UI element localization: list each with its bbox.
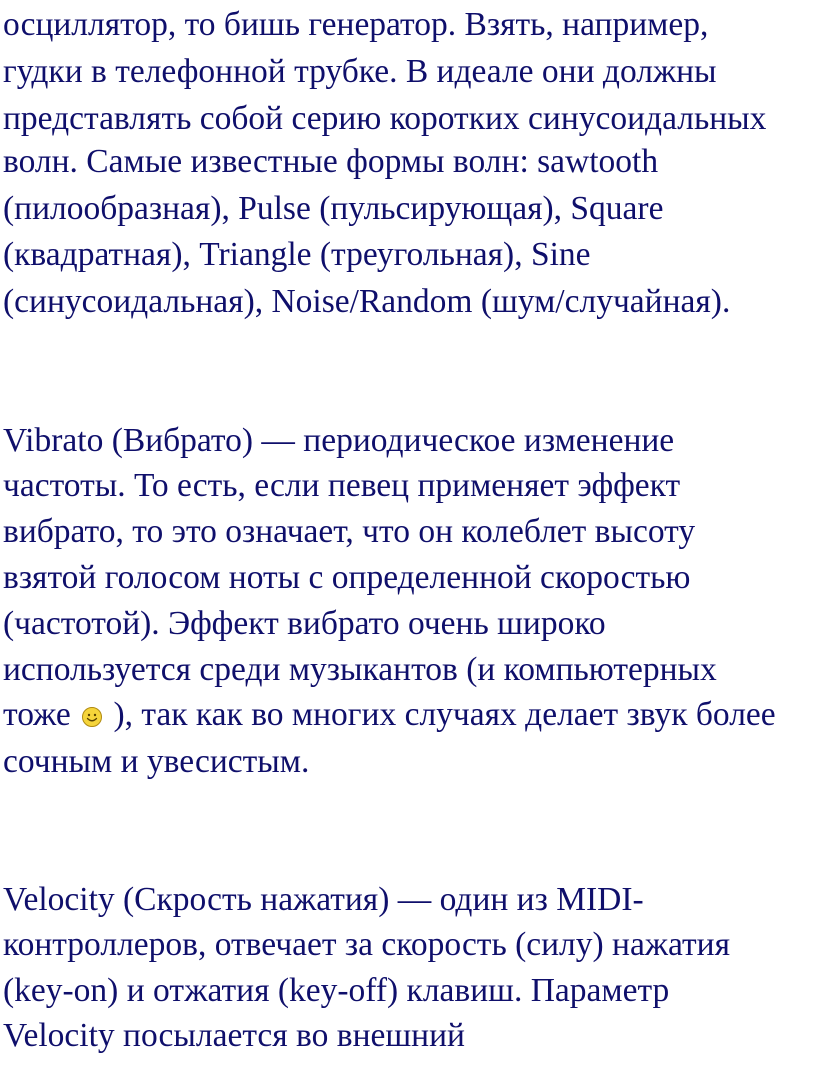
text-segment: тоже — [3, 696, 71, 733]
text-line: (пилообразная), Pulse (пульсирующая), Square — [3, 190, 664, 227]
text-line: Vibrato (Вибрато) — периодическое изменение — [3, 422, 675, 459]
text-line: волн. Самые известные формы волн: sawtooth — [3, 143, 659, 180]
text-line: (key-on) и отжатия (key-off) клавиш. Параметр — [3, 972, 670, 1009]
text-line: представлять собой серию коротких синусоидальных — [3, 100, 767, 137]
text-line: вибрато, то это означает, что он колеблет высоту — [3, 513, 696, 550]
text-line: используется среди музыкантов (и компьютерных — [3, 651, 717, 688]
text-line-with-emoticon — [3, 692, 776, 738]
text-line: Velocity посылается во внешний — [3, 1017, 465, 1054]
text-line: частоты. То есть, если певец применяет эффект — [3, 467, 681, 504]
text-line: гудки в телефонной трубке. В идеале они должны — [3, 53, 717, 90]
text-line: (синусоидальная), Noise/Random (шум/случайная). — [3, 283, 731, 320]
text-line: Velocity (Скрость нажатия) — один из MIDI- — [3, 881, 644, 918]
text-segment: ), так как во многих случаях делает звук более — [113, 696, 776, 733]
text-line: (частотой). Эффект вибрато очень широко — [3, 605, 606, 642]
text-line: контроллеров, отвечает за скорость (силу) нажатия — [3, 926, 730, 963]
text-line: (квадратная), Triangle (треугольная), Sine — [3, 236, 591, 273]
text-line: осциллятор, то бишь генератор. Взять, например, — [3, 6, 709, 43]
text-line: сочным и увесистым. — [3, 743, 310, 780]
text-line: взятой голосом ноты с определенной скоростью — [3, 559, 691, 596]
smiley-icon — [81, 706, 103, 728]
